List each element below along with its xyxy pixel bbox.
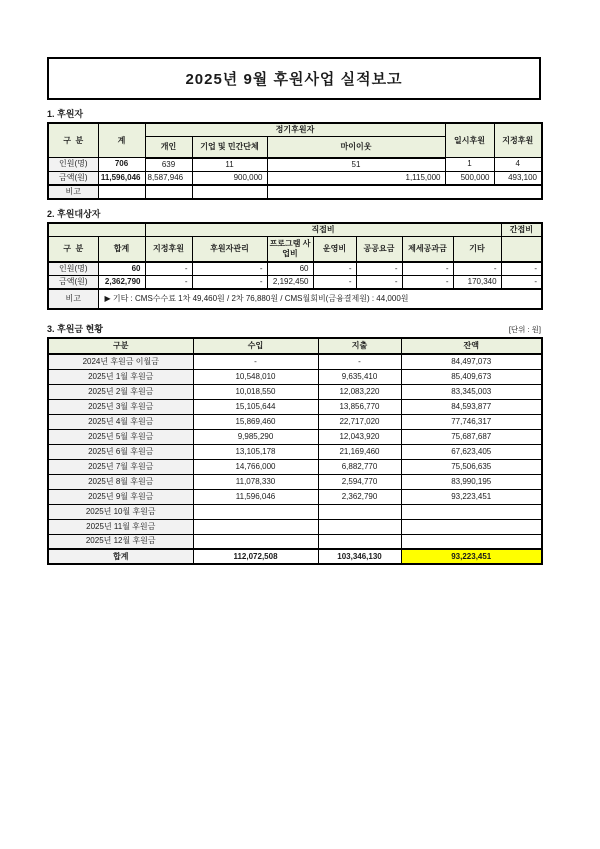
table-row-total — [48, 549, 542, 564]
section3-heading: 3. 후원금 현황 — [47, 324, 103, 334]
cell-income: 15,869,460 — [193, 414, 318, 429]
cell-balance: 67,623,405 — [401, 444, 542, 459]
cell-etc: 170,340 — [453, 276, 501, 290]
table-row — [48, 354, 542, 369]
cell-expense: 12,083,220 — [318, 384, 401, 399]
table-row-amount — [48, 171, 542, 185]
cell-expense: 21,169,460 — [318, 444, 401, 459]
table-row — [48, 399, 542, 414]
table-row — [48, 504, 542, 519]
col-header-indirect: 간접비 — [501, 223, 542, 237]
report-title: 2025년 9월 후원사업 실적보고 — [185, 71, 403, 88]
note-text: ▶ 기타 : CMS수수료 1차 49,460원 / 2차 76,880원 / CMS월회비(금융결제원) : 44,000원 — [98, 289, 542, 309]
row-label: 금액(원) — [48, 276, 98, 290]
table-row — [48, 444, 542, 459]
col-header-designated: 지정후원 — [145, 236, 192, 262]
col-header-sponsor-mgmt: 후원자관리 — [192, 236, 267, 262]
cell-expense: 2,594,770 — [318, 474, 401, 489]
cell-income: 11,078,330 — [193, 474, 318, 489]
col-header-regular-group: 정기후원자 — [145, 123, 445, 137]
cell-income: 9,985,290 — [193, 429, 318, 444]
table-row — [48, 369, 542, 384]
cell-sponsor-mgmt: - — [192, 276, 267, 290]
cell-balance: 77,746,317 — [401, 414, 542, 429]
table-row — [48, 459, 542, 474]
cell-designated: - — [145, 262, 192, 276]
cell-designated: - — [145, 276, 192, 290]
cell-income: 10,548,010 — [193, 369, 318, 384]
cell-balance: 84,497,073 — [401, 354, 542, 369]
cell-my-neighbor: 1,115,000 — [267, 171, 445, 185]
row-label: 비고 — [48, 289, 98, 309]
section2-heading: 2. 후원대상자 — [47, 208, 101, 219]
col-header-indirect-sub — [501, 236, 542, 262]
col-header-taxes: 제세공과금 — [402, 236, 453, 262]
col-header-designated: 지정후원 — [494, 123, 542, 158]
sponsors-table — [47, 122, 543, 200]
row-label: 2025년 8월 후원금 — [48, 474, 193, 489]
cell-expense — [318, 519, 401, 534]
cell-designated: 4 — [494, 158, 542, 172]
col-header-gubun: 구 분 — [48, 236, 98, 262]
row-label: 2025년 10월 후원금 — [48, 504, 193, 519]
table-row — [48, 414, 542, 429]
col-header-corporate: 기업 및 민간단체 — [192, 137, 267, 158]
cell-expense — [318, 534, 401, 549]
col-header-gubun: 구 분 — [48, 123, 98, 158]
row-label: 2025년 11월 후원금 — [48, 519, 193, 534]
cell-expense: 22,717,020 — [318, 414, 401, 429]
table-row — [48, 489, 542, 504]
cell-expense: 6,882,770 — [318, 459, 401, 474]
row-label: 2025년 7월 후원금 — [48, 459, 193, 474]
total-expense: 103,346,130 — [318, 549, 401, 564]
col-header-total: 계 — [98, 123, 145, 158]
cell-balance — [401, 519, 542, 534]
cell-balance: 84,593,877 — [401, 399, 542, 414]
table-row-people — [48, 158, 542, 172]
cell-taxes: - — [402, 276, 453, 290]
cell-balance: 83,345,003 — [401, 384, 542, 399]
cell-indirect: - — [501, 276, 542, 290]
col-header-balance: 잔액 — [401, 338, 542, 354]
table-row-amount — [48, 276, 542, 290]
col-header-program: 프로그램 사업비 — [267, 236, 313, 262]
cell-total: 60 — [98, 262, 145, 276]
col-header-my-neighbor: 마이이웃 — [267, 137, 445, 158]
cell-expense: 13,856,770 — [318, 399, 401, 414]
cell-total: 11,596,046 — [98, 171, 145, 185]
cell-empty — [192, 185, 267, 199]
cell-one-time: 1 — [445, 158, 494, 172]
row-label: 2025년 4월 후원금 — [48, 414, 193, 429]
cell-etc: - — [453, 262, 501, 276]
row-label: 인원(명) — [48, 158, 98, 172]
row-label: 2025년 6월 후원금 — [48, 444, 193, 459]
table-row-note — [48, 185, 542, 199]
cell-balance: 93,223,451 — [401, 489, 542, 504]
report-title-box — [47, 57, 541, 100]
cell-income: 13,105,178 — [193, 444, 318, 459]
cell-income: 10,018,550 — [193, 384, 318, 399]
row-label: 2024년 후원금 이월금 — [48, 354, 193, 369]
row-label: 2025년 2월 후원금 — [48, 384, 193, 399]
beneficiaries-table — [47, 222, 543, 311]
row-label: 2025년 12월 후원금 — [48, 534, 193, 549]
table-row — [48, 338, 542, 354]
document-body — [47, 0, 541, 565]
col-header-operating: 운영비 — [313, 236, 356, 262]
table-row — [48, 474, 542, 489]
cell-total: 2,362,790 — [98, 276, 145, 290]
table-row — [48, 123, 542, 137]
cell-income — [193, 519, 318, 534]
section3-heading-row — [47, 322, 541, 335]
col-header-gubun: 구분 — [48, 338, 193, 354]
cell-designated: 493,100 — [494, 171, 542, 185]
cell-expense: 2,362,790 — [318, 489, 401, 504]
cell-corporate: 900,000 — [192, 171, 267, 185]
note-text — [267, 185, 542, 199]
cell-taxes: - — [402, 262, 453, 276]
row-label: 인원(명) — [48, 262, 98, 276]
table-row — [48, 429, 542, 444]
cell-operating: - — [313, 276, 356, 290]
donation-status-table — [47, 337, 543, 565]
cell-balance: 85,409,673 — [401, 369, 542, 384]
table-row-note — [48, 289, 542, 309]
col-header-total: 합계 — [98, 236, 145, 262]
row-label: 2025년 1월 후원금 — [48, 369, 193, 384]
table-row — [48, 519, 542, 534]
table-row — [48, 384, 542, 399]
col-header-etc: 기타 — [453, 236, 501, 262]
header-spacer — [48, 223, 145, 237]
total-label: 합계 — [48, 549, 193, 564]
cell-expense: 9,635,410 — [318, 369, 401, 384]
cell-balance — [401, 504, 542, 519]
col-header-individual: 개인 — [145, 137, 192, 158]
cell-balance: 75,506,635 — [401, 459, 542, 474]
cell-operating: - — [313, 262, 356, 276]
table-row — [48, 534, 542, 549]
cell-individual: 639 — [145, 158, 192, 172]
cell-individual: 8,587,946 — [145, 171, 192, 185]
row-label: 비고 — [48, 185, 98, 199]
cell-empty — [145, 185, 192, 199]
cell-balance: 75,687,687 — [401, 429, 542, 444]
cell-program: 60 — [267, 262, 313, 276]
cell-income: 11,596,046 — [193, 489, 318, 504]
table-row-people — [48, 262, 542, 276]
cell-balance — [401, 534, 542, 549]
table-row — [48, 223, 542, 237]
total-balance-highlighted: 93,223,451 — [401, 549, 542, 564]
row-label: 2025년 9월 후원금 — [48, 489, 193, 504]
row-label: 금액(원) — [48, 171, 98, 185]
row-label: 2025년 3월 후원금 — [48, 399, 193, 414]
cell-my-neighbor: 51 — [267, 158, 445, 172]
section1-heading: 1. 후원자 — [47, 109, 84, 119]
cell-balance: 83,990,195 — [401, 474, 542, 489]
cell-sponsor-mgmt: - — [192, 262, 267, 276]
cell-utilities: - — [356, 276, 402, 290]
table-row — [48, 236, 542, 262]
cell-total: 706 — [98, 158, 145, 172]
total-income: 112,072,508 — [193, 549, 318, 564]
unit-label: [단위 : 원] — [508, 325, 541, 334]
cell-empty — [98, 185, 145, 199]
cell-expense — [318, 504, 401, 519]
col-header-income: 수입 — [193, 338, 318, 354]
cell-income: 15,105,644 — [193, 399, 318, 414]
cell-income: - — [193, 354, 318, 369]
cell-corporate: 11 — [192, 158, 267, 172]
cell-program: 2,192,450 — [267, 276, 313, 290]
cell-income — [193, 534, 318, 549]
row-label: 2025년 5월 후원금 — [48, 429, 193, 444]
cell-one-time: 500,000 — [445, 171, 494, 185]
col-header-utilities: 공공요금 — [356, 236, 402, 262]
col-header-direct: 직접비 — [145, 223, 501, 237]
col-header-expense: 지출 — [318, 338, 401, 354]
cell-expense: - — [318, 354, 401, 369]
cell-utilities: - — [356, 262, 402, 276]
cell-income: 14,766,000 — [193, 459, 318, 474]
col-header-one-time: 일시후원 — [445, 123, 494, 158]
cell-indirect: - — [501, 262, 542, 276]
cell-income — [193, 504, 318, 519]
cell-expense: 12,043,920 — [318, 429, 401, 444]
